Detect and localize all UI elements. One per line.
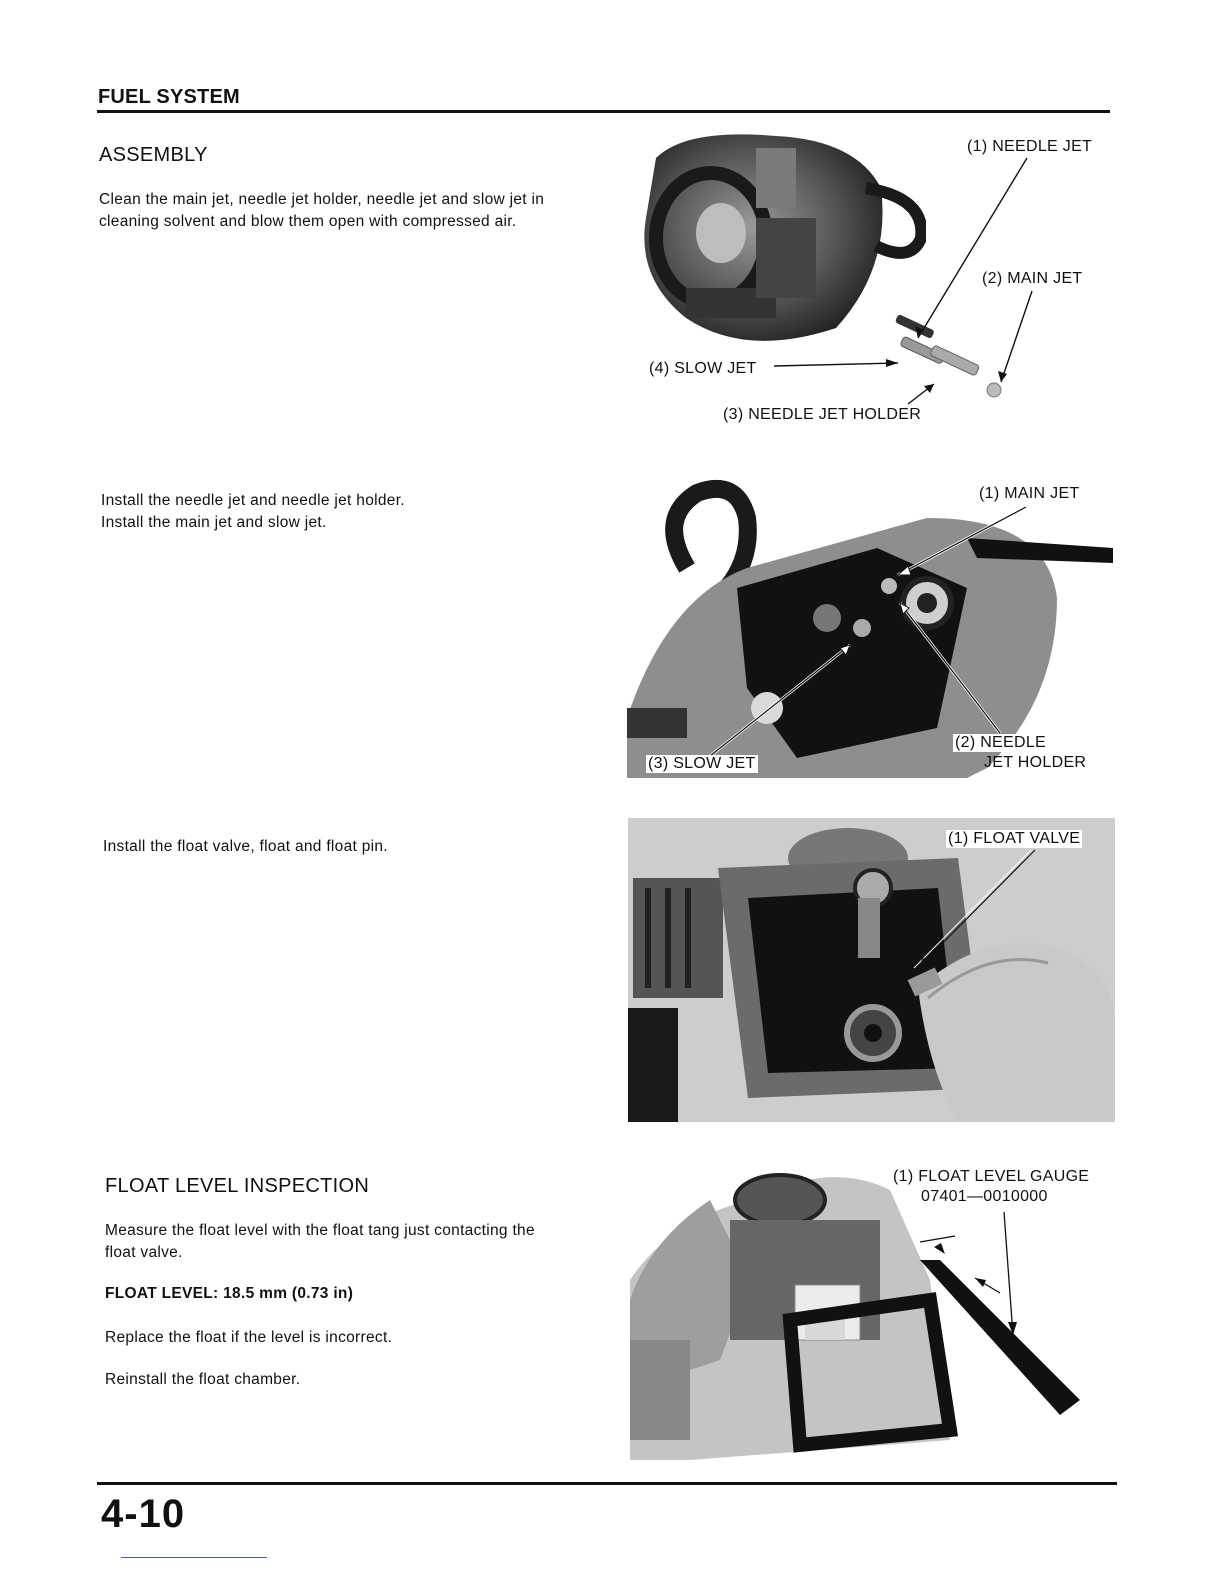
label-main-jet: (2) MAIN JET [982, 270, 1083, 287]
footer-rule [97, 1482, 1117, 1485]
label-float-level-gauge: (1) FLOAT LEVEL GAUGE [893, 1168, 1090, 1185]
step3-text: Install the float valve, float and float pin. [103, 838, 388, 855]
label-needle-jet: (1) NEEDLE JET [967, 138, 1093, 155]
replace-float-text: Replace the float if the level is incorrect. [105, 1329, 393, 1346]
step2-line2: Install the main jet and slow jet. [101, 514, 327, 531]
float-level-spec-value: 18.5 mm (0.73 in) [223, 1285, 354, 1302]
float-level-heading: FLOAT LEVEL INSPECTION [105, 1175, 370, 1197]
assembly-intro-line2: cleaning solvent and blow them open with compressed air. [99, 213, 517, 230]
footer-link-underline [121, 1557, 267, 1558]
label-float-valve: (1) FLOAT VALVE [948, 830, 1081, 847]
label-fig2-main-jet: (1) MAIN JET [979, 485, 1080, 502]
label-fig2-needle-line1: (2) NEEDLE [955, 734, 1047, 751]
label-needle-jet-holder: (3) NEEDLE JET HOLDER [723, 406, 922, 423]
label-slow-jet: (4) SLOW JET [649, 360, 757, 377]
step2-line1: Install the needle jet and needle jet holder. [101, 492, 405, 509]
assembly-heading: ASSEMBLY [99, 144, 208, 166]
page-number: 4-10 [101, 1492, 186, 1536]
float-level-spec-label: FLOAT LEVEL: [105, 1285, 219, 1302]
float-level-line1: Measure the float level with the float tang just contacting the [105, 1222, 535, 1239]
reinstall-chamber-text: Reinstall the float chamber. [105, 1371, 301, 1388]
assembly-intro-line1: Clean the main jet, needle jet holder, needle jet and slow jet in [99, 191, 545, 208]
float-level-line2: float valve. [105, 1244, 183, 1261]
section-title: FUEL SYSTEM [98, 86, 240, 108]
label-gauge-part-number: 07401—0010000 [921, 1188, 1048, 1205]
label-fig2-slow-jet: (3) SLOW JET [648, 755, 756, 772]
label-fig2-needle-line2: JET HOLDER [984, 754, 1087, 771]
